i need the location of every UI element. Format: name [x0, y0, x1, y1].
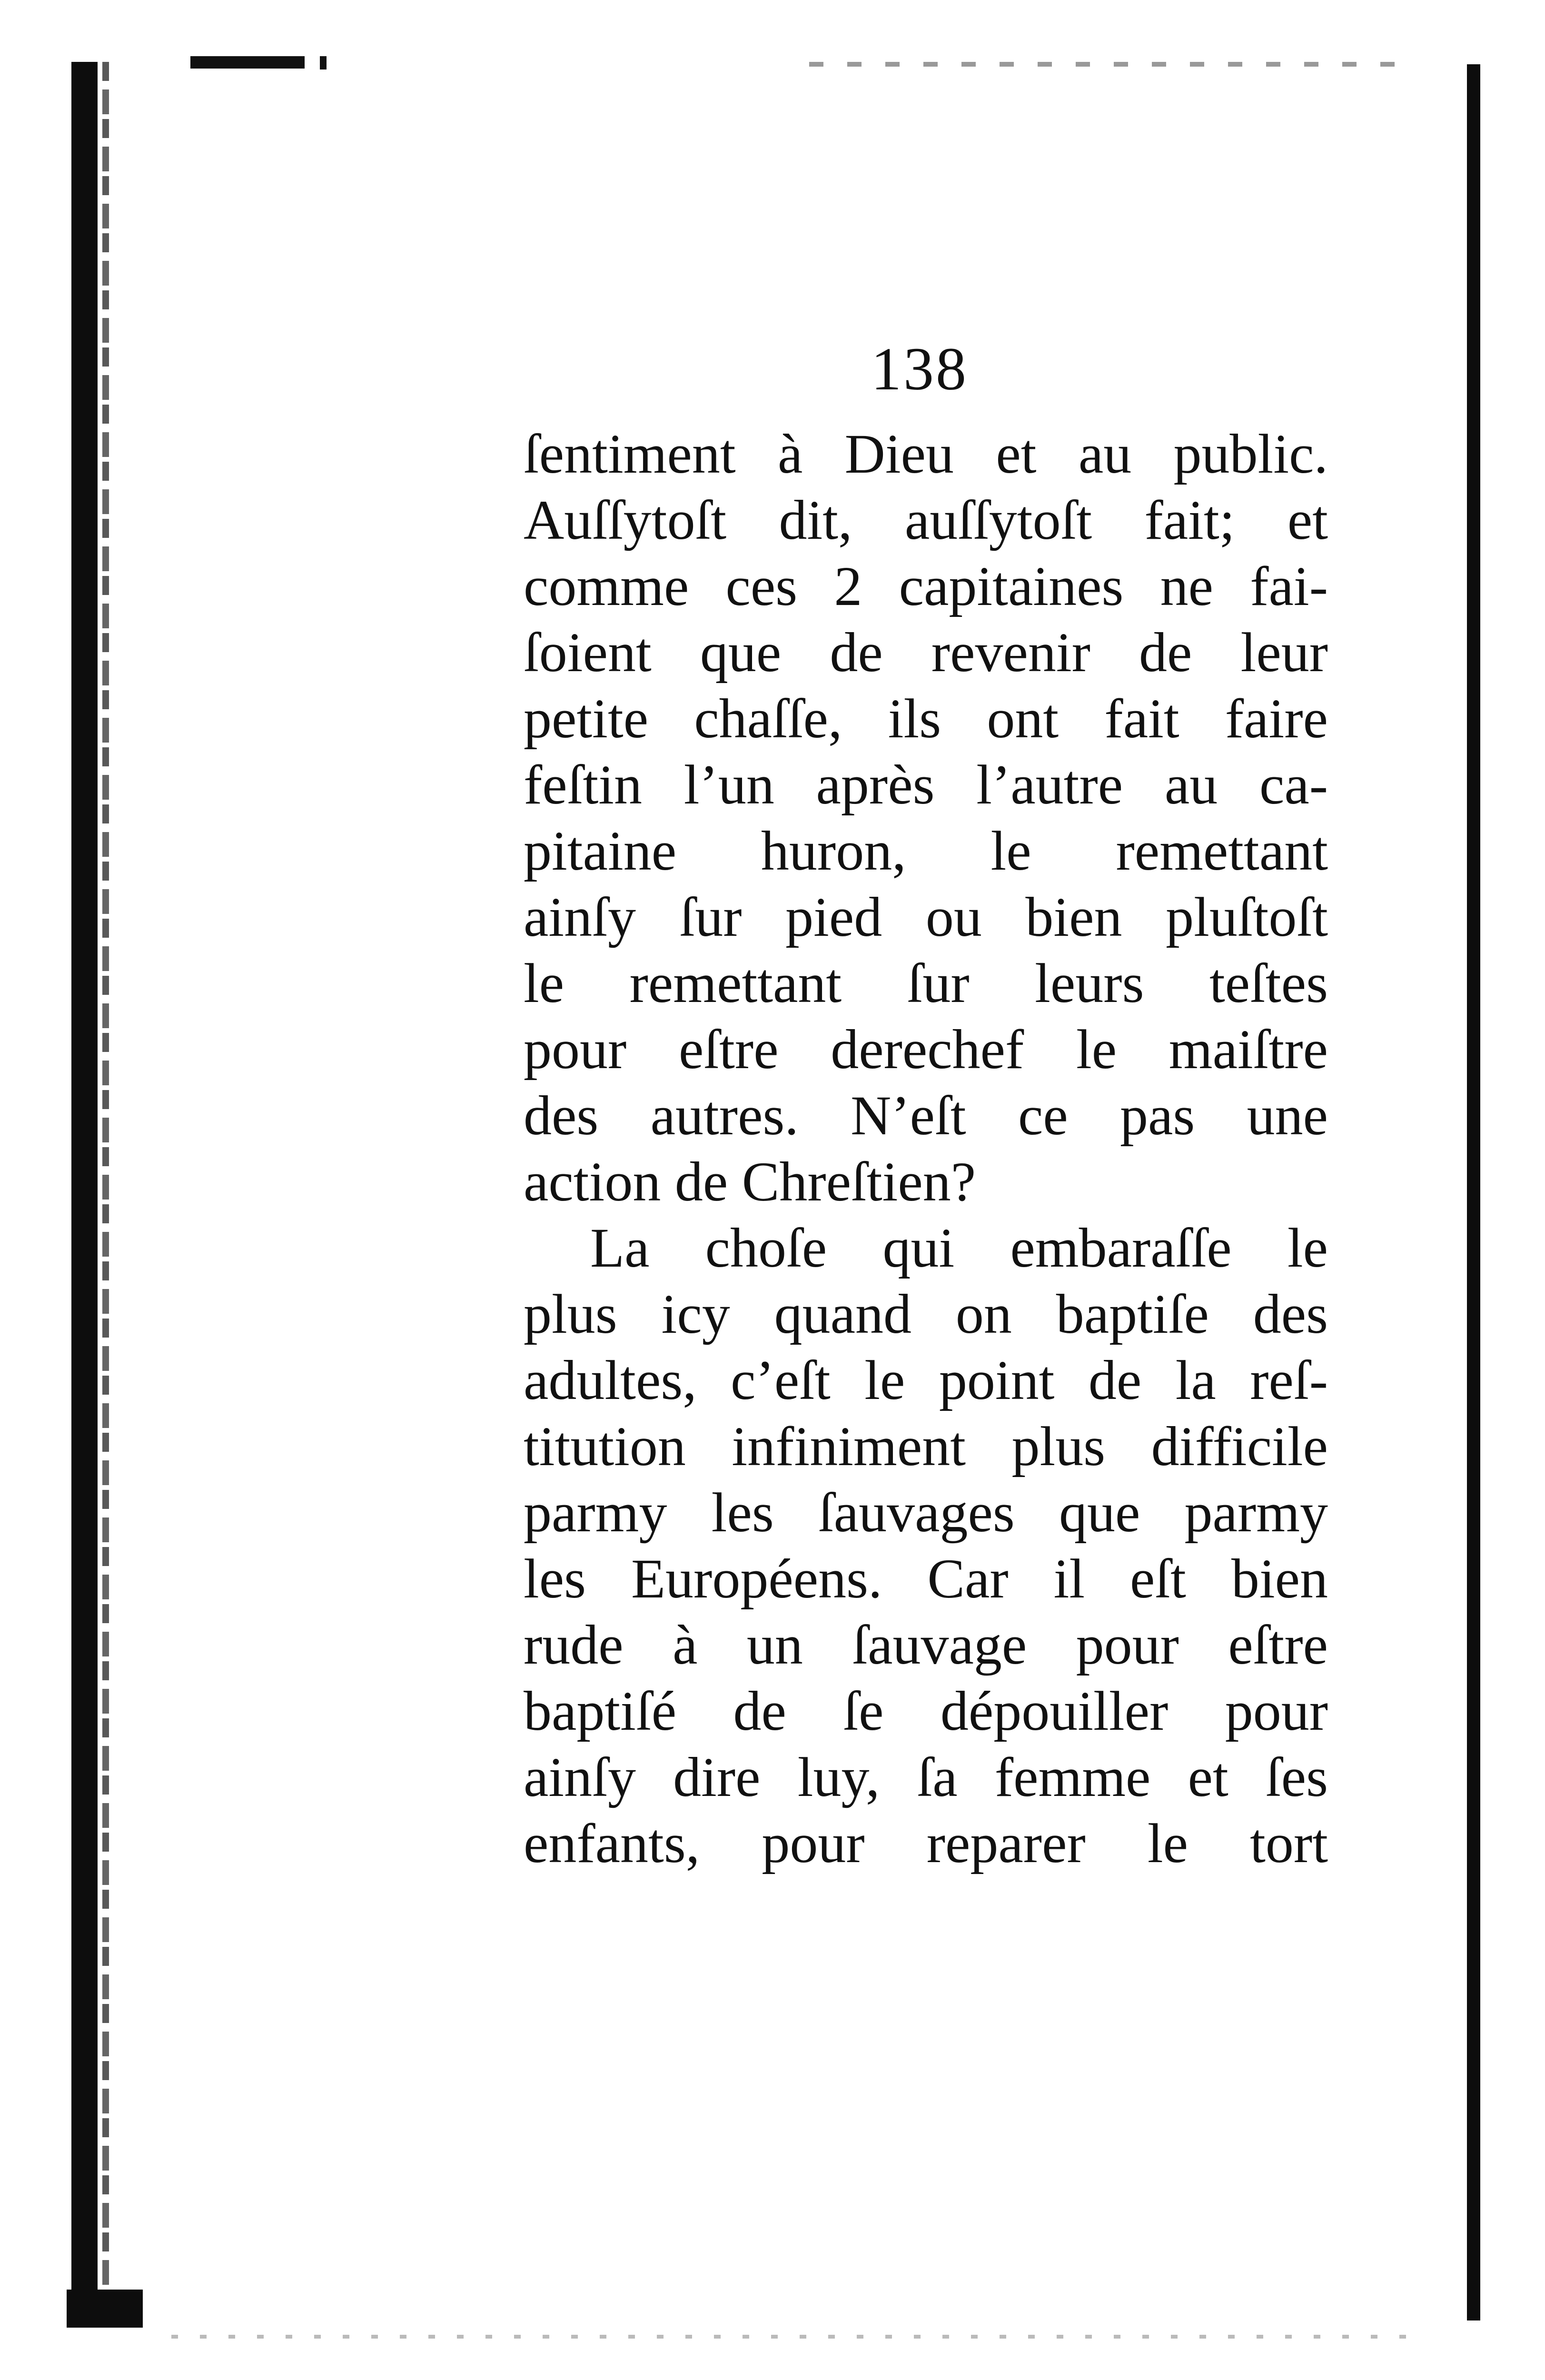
text-line: ainſy dire luy, ſa femme et ſes: [524, 1746, 1328, 1808]
text-line: les Européens. Car il eſt bien: [524, 1547, 1328, 1610]
text-line: feſtin l’un après l’autre au ca-: [524, 754, 1328, 816]
text-line: La choſe qui embaraſſe le: [590, 1217, 1328, 1279]
page-number: 138: [871, 335, 968, 403]
scan-top-mark: [190, 56, 305, 69]
text-line: rude à un ſauvage pour eſtre: [524, 1614, 1328, 1676]
scan-top-mark-small: [320, 56, 327, 69]
text-line: ainſy ſur pied ou bien pluſtoſt: [524, 886, 1328, 948]
text-line: baptiſé de ſe dépouiller pour: [524, 1680, 1328, 1742]
text-line: comme ces 2 capitaines ne fai-: [524, 555, 1328, 617]
scan-noise-top: [809, 62, 1404, 67]
text-line: Auſſytoſt dit, auſſytoſt fait; et: [524, 489, 1328, 551]
scan-left-edge-foot: [67, 2290, 143, 2328]
text-line: action de Chreſtien?: [524, 1150, 976, 1213]
text-line: pour eſtre derechef le maiſtre: [524, 1018, 1328, 1081]
scan-noise-bottom: [171, 2335, 1409, 2339]
paragraph-2: [524, 1215, 1328, 1876]
body-text: [524, 421, 1328, 1876]
text-line: petite chaſſe, ils ont fait faire: [524, 687, 1328, 750]
paragraph-1: [524, 421, 1328, 1215]
text-line: ſoient que de revenir de leur: [524, 621, 1328, 684]
text-line: des autres. N’eſt ce pas une: [524, 1084, 1328, 1147]
scan-left-edge-shadow: [71, 62, 98, 2328]
scan-left-edge-texture: [102, 62, 109, 2328]
text-line: adultes, c’eſt le point de la reſ-: [524, 1349, 1328, 1411]
text-line: le remettant ſur leurs teſtes: [524, 952, 1328, 1014]
text-line: ſentiment à Dieu et au public.: [524, 423, 1328, 485]
text-line: enfants, pour reparer le tort: [524, 1812, 1328, 1874]
text-line: pitaine huron, le remettant: [524, 820, 1328, 882]
text-line: titution infiniment plus difficile: [524, 1415, 1328, 1478]
text-line: plus icy quand on baptiſe des: [524, 1283, 1328, 1345]
text-line: parmy les ſauvages que parmy: [524, 1481, 1328, 1544]
scan-right-edge-shadow: [1467, 64, 1480, 2320]
